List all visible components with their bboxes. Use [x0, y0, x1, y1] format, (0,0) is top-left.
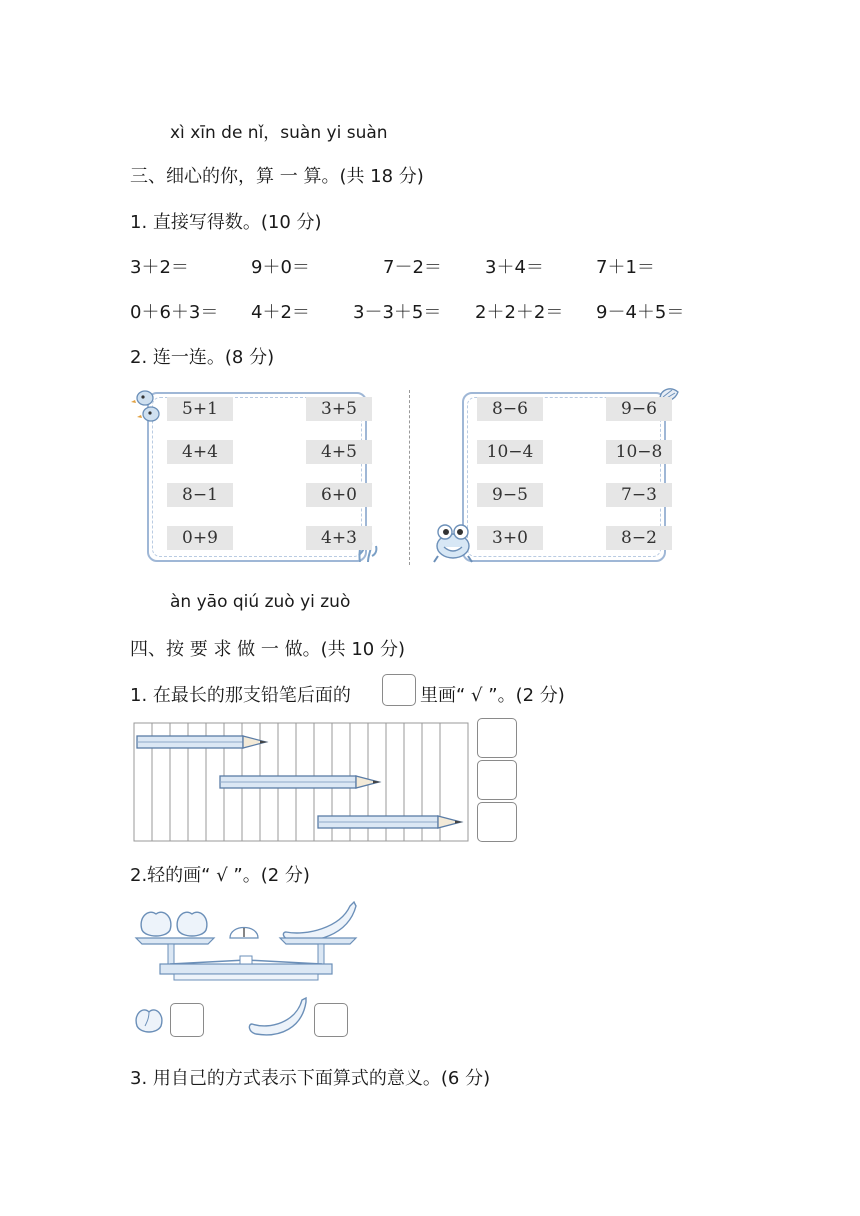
pencil-icon [136, 734, 272, 750]
match-card[interactable]: 4+3 [306, 526, 372, 550]
q2-title: 2. 连一连。(8 分) [130, 347, 275, 368]
pencil-answer-box[interactable] [477, 802, 517, 842]
calc-item: 3＋2＝ [130, 257, 189, 278]
bird-icon [131, 388, 165, 424]
section3-title: 三、细心的你，算 一 算。(共 18 分) [130, 166, 424, 187]
calc-item: 7－2＝ [383, 257, 442, 278]
s4-q2-title: 2.轻的画“ √ ”。(2 分) [130, 865, 310, 886]
calc-item: 9＋0＝ [251, 257, 310, 278]
peach-icon [133, 1004, 165, 1034]
match-card[interactable]: 7−3 [606, 483, 672, 507]
s4-q1-title-after: 里画“ √ ”。(2 分) [420, 685, 565, 706]
match-card[interactable]: 8−2 [606, 526, 672, 550]
match-card[interactable]: 8−6 [477, 397, 543, 421]
match-card[interactable]: 4+4 [167, 440, 233, 464]
s4-q3-title: 3. 用自己的方式表示下面算式的意义。(6 分) [130, 1068, 491, 1089]
match-card[interactable]: 9−6 [606, 397, 672, 421]
frog-icon [430, 518, 476, 564]
calc-item: 7＋1＝ [596, 257, 655, 278]
pencil-icon [317, 814, 467, 830]
column-divider [409, 390, 410, 565]
calc-item: 2＋2＋2＝ [475, 302, 564, 323]
peach-answer-box[interactable] [170, 1003, 204, 1037]
match-card[interactable]: 9−5 [477, 483, 543, 507]
pencil-answer-box[interactable] [477, 718, 517, 758]
calc-item: 3－3＋5＝ [353, 302, 442, 323]
inline-example-box [382, 674, 416, 706]
s4-q1-title-before: 1. 在最长的那支铅笔后面的 [130, 685, 351, 706]
banana-answer-box[interactable] [314, 1003, 348, 1037]
match-card[interactable]: 6+0 [306, 483, 372, 507]
section4-title: 四、按 要 求 做 一 做。(共 10 分) [130, 639, 405, 660]
calc-item: 0＋6＋3＝ [130, 302, 219, 323]
match-card[interactable]: 3+5 [306, 397, 372, 421]
pencil-icon [219, 774, 385, 790]
balance-scale-icon [134, 898, 360, 990]
banana-icon [246, 996, 308, 1038]
match-card[interactable]: 3+0 [477, 526, 543, 550]
match-card[interactable]: 0+9 [167, 526, 233, 550]
match-card[interactable]: 5+1 [167, 397, 233, 421]
match-card[interactable]: 8−1 [167, 483, 233, 507]
section3-pinyin: xì xīn de nǐ，suàn yi suàn [170, 123, 388, 143]
match-card[interactable]: 4+5 [306, 440, 372, 464]
q1-title: 1. 直接写得数。(10 分) [130, 212, 322, 233]
calc-item: 9－4＋5＝ [596, 302, 685, 323]
calc-item: 4＋2＝ [251, 302, 310, 323]
pencil-answer-box[interactable] [477, 760, 517, 800]
match-card[interactable]: 10−4 [477, 440, 543, 464]
calc-item: 3＋4＝ [485, 257, 544, 278]
match-card[interactable]: 10−8 [606, 440, 672, 464]
section4-pinyin: àn yāo qiú zuò yi zuò [170, 592, 351, 612]
